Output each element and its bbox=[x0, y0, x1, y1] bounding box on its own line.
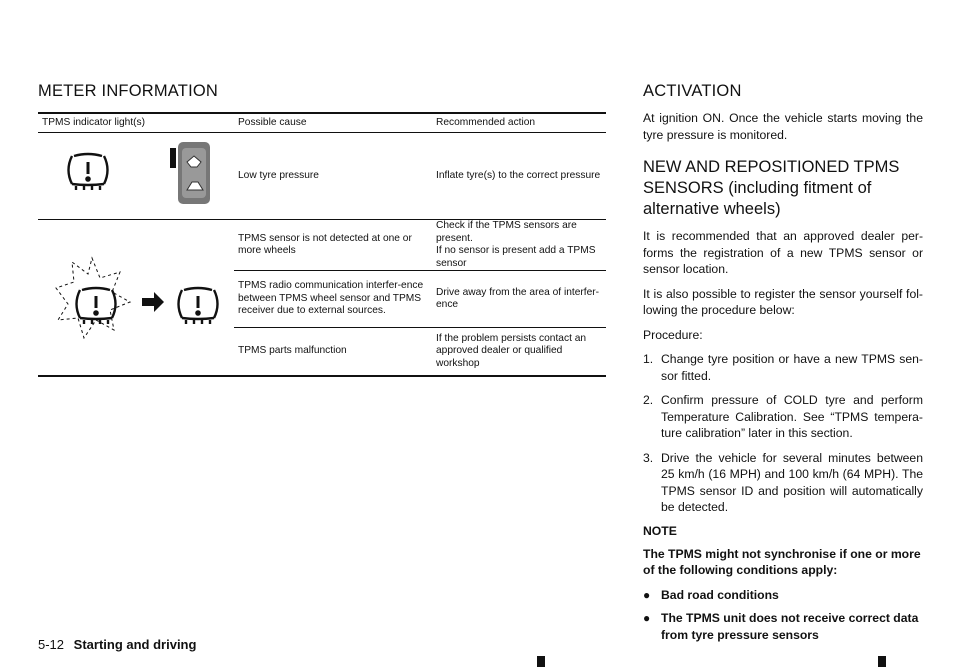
self-register-paragraph: It is also possible to register the sensor yourself fol-lowing the procedure below: bbox=[643, 286, 923, 317]
cause-interference: TPMS radio communication interfer-ence between TPMS wheel sensor and TPMS receiver due to external sources. bbox=[234, 271, 432, 328]
right-arrow-icon bbox=[142, 292, 164, 312]
list-item: ● The TPMS unit does not receive correct data from tyre pressure sensors bbox=[643, 611, 919, 642]
left-column bbox=[38, 82, 606, 101]
page-footer bbox=[38, 637, 196, 652]
action-drive-away: Drive away from the area of interfer-ence bbox=[432, 271, 606, 328]
header-action: Recommended action bbox=[432, 113, 606, 133]
cause-malfunction: TPMS parts malfunction bbox=[234, 328, 432, 376]
header-indicator: TPMS indicator light(s) bbox=[38, 113, 234, 133]
indicator-cell-low-pressure bbox=[38, 133, 234, 220]
tpms-warning-icon bbox=[42, 134, 230, 214]
tpms-switch-icon bbox=[170, 142, 210, 204]
crop-mark bbox=[878, 656, 886, 667]
bullet-icon: ● bbox=[643, 587, 651, 602]
crop-mark bbox=[537, 656, 545, 667]
procedure-label: Procedure: bbox=[643, 327, 703, 342]
list-item: 2. Confirm pressure of COLD tyre and perform Temperature Calibration. See “TPMS tempera-ture calibration” later in this section. bbox=[643, 393, 923, 440]
list-item: 3. Drive the vehicle for several minutes between 25 km/h (16 MPH) and 100 km/h (64 MPH). The TPMS sensor ID and position will automatically be detected. bbox=[643, 450, 923, 514]
activation-paragraph: At ignition ON. Once the vehicle starts moving the tyre pressure is monitored. bbox=[643, 111, 923, 142]
table-row bbox=[38, 220, 606, 271]
note-heading: NOTE bbox=[643, 523, 677, 538]
right-column bbox=[643, 82, 923, 650]
cause-low-pressure: Low tyre pressure bbox=[234, 133, 432, 220]
recommendation-paragraph: It is recommended that an approved dealer per-forms the registration of a new TPMS sensor or sensor location. bbox=[643, 229, 923, 276]
header-cause: Possible cause bbox=[234, 113, 432, 133]
tpms-flashing-icon bbox=[42, 220, 230, 370]
action-contact-dealer: If the problem persists contact an approved dealer or qualified workshop bbox=[432, 328, 606, 376]
table-header-row bbox=[38, 113, 606, 133]
tpms-table bbox=[38, 112, 606, 377]
section-title: Starting and driving bbox=[73, 637, 197, 652]
note-text: The TPMS might not synchronise if one or more of the following conditions apply: bbox=[643, 546, 921, 577]
action-check-sensors: Check if the TPMS sensors are present. If no sensor is present add a TPMS sensor bbox=[432, 220, 606, 271]
list-item: 1. Change tyre position or have a new TPMS sen-sor fitted. bbox=[643, 352, 923, 383]
action-inflate: Inflate tyre(s) to the correct pressure bbox=[432, 133, 606, 220]
table-row bbox=[38, 133, 606, 220]
new-sensors-heading: NEW AND REPOSITIONED TPMS SENSORS (including fitment of alternative wheels) bbox=[643, 158, 900, 218]
procedure-steps bbox=[643, 351, 923, 516]
cause-not-detected: TPMS sensor is not detected at one or more wheels bbox=[234, 220, 432, 271]
meter-information-heading: METER INFORMATION bbox=[38, 82, 219, 100]
list-item: ● Bad road conditions bbox=[643, 587, 779, 602]
indicator-cell-flashing bbox=[38, 220, 234, 376]
page-number: 5-12 bbox=[38, 637, 65, 652]
bullet-icon: ● bbox=[643, 611, 651, 625]
activation-heading: ACTIVATION bbox=[643, 82, 742, 100]
